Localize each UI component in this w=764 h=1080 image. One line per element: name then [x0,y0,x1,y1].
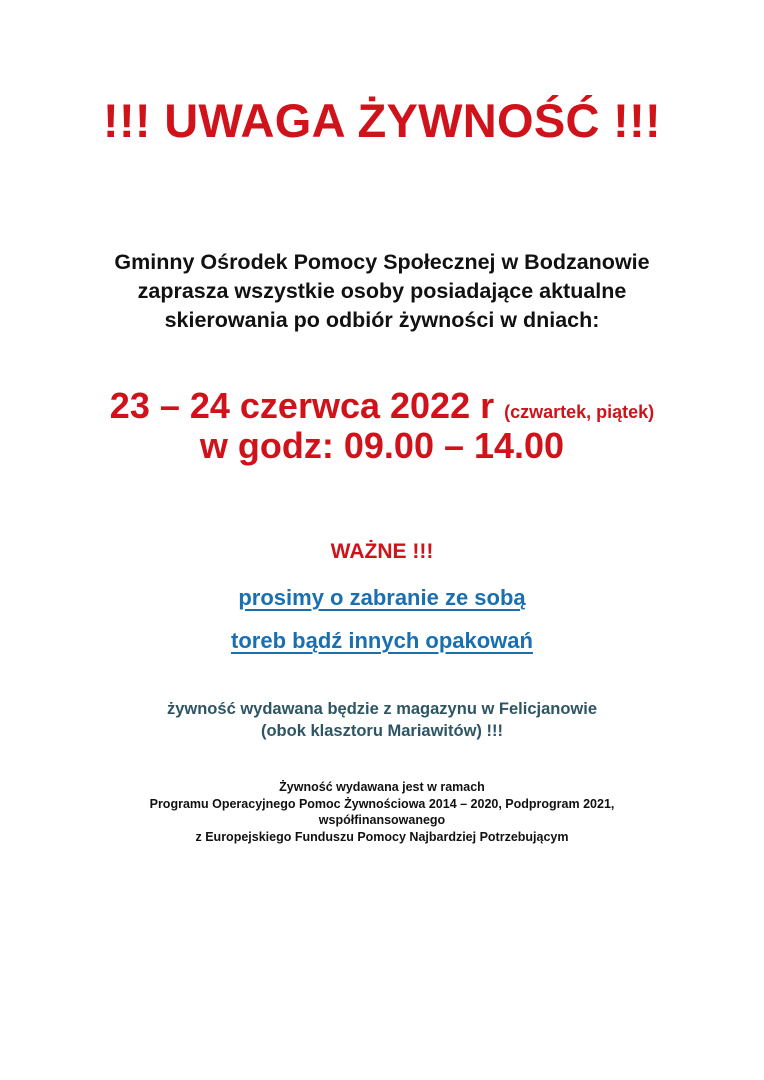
intro-line-1: Gminny Ośrodek Pomocy Społecznej w Bodzanowie [114,250,650,274]
funding-footer [0,779,764,845]
footer-line-4: z Europejskiego Funduszu Pomocy Najbardziej Potrzebującym [195,829,569,844]
date-range: 23 – 24 czerwca 2022 r [109,385,495,426]
location-paragraph [0,698,764,742]
location-line-2: (obok klasztoru Mariawitów) !!! [260,722,503,740]
important-heading: WAŻNE !!! [330,540,434,563]
bring-bags-line-1: prosimy o zabranie ze sobą [238,585,526,610]
intro-paragraph [0,248,764,335]
location-line-1: żywność wydawana będzie z magazynu w Felicjanowie [166,700,598,718]
footer-line-2: Programu Operacyjnego Pomoc Żywnościowa 2014 – 2020, Podprogram 2021, [149,796,615,811]
date-days: (czwartek, piątek) [504,402,655,422]
notice-title: !!! UWAGA ŻYWNOŚĆ !!! [103,94,661,147]
footer-line-1: Żywność wydawana jest w ramach [279,780,485,794]
footer-line-3: współfinansowanego [318,813,446,827]
bring-bags-line-2: toreb bądź innych opakowań [231,628,533,653]
intro-line-3: skierowania po odbiór żywności w dniach: [164,308,600,332]
intro-line-2: zaprasza wszystkie osoby posiadające aktualne [137,279,627,303]
opening-hours: w godz: 09.00 – 14.00 [199,425,565,466]
